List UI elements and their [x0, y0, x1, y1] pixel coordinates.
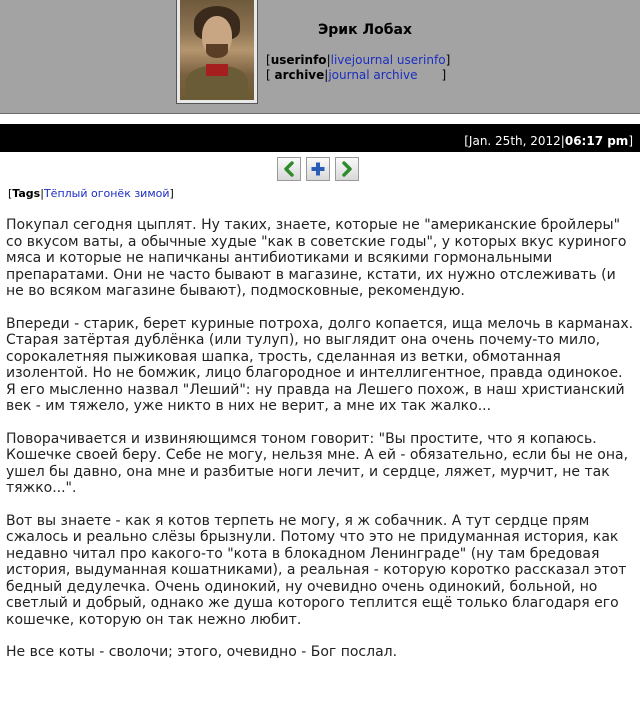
entry-date[interactable]: Jan. 25th, 2012 [468, 134, 561, 148]
entry-body [6, 217, 634, 677]
entry-paragraph: Поворачивается и извиняющимся тоном говорит: "Вы простите, что я копаюсь. Кошечке своей беру. Себе не могу, нельзя мне. А ей - обязательно, если бы не она, ушел бы давно, она мне и разбитые ноги лечит, и сердце, ляжет, мурчит, не так тяжко...". [6, 430, 629, 496]
plus-icon [310, 161, 326, 177]
archive-label[interactable]: archive [274, 68, 325, 82]
entry-paragraph: Впереди - старик, берет куриные потроха, долго копается, ища мелочь в карманах. Старая затёртая дублёнка (или тулуп), но выглядит она очень почему-то мило, сорокалетняя пыжиковая шапка, трость, сделанная из ветки, обмотанная изолентой. Но не бомжик, лицо благородное и интеллигентное, правда одинокое. Я его мысленно назвал "Леший": ну правда на Лешего похож, в наш христианский век - им тяжело, уже никто в них не верит, а мне их так жалко... [6, 315, 634, 414]
userinfo-link[interactable]: livejournal userinfo [330, 53, 446, 67]
userinfo-row: [userinfo|livejournal userinfo] [266, 53, 451, 67]
entry-paragraph: Покупал сегодня цыплят. Ну таких, знаете, которые не "американские бройлеры" со вкусом ваты, а обычные худые "как в советские годы", у которых вкус куриного мяса и которые не напичканы антибиотиками и всякими гормональными препаратами. Они не часто бывают в магазине, кстати, их нужно отслеживать (и не во всяком магазине бывают), подмосковные, рекомендую. [6, 217, 627, 299]
avatar[interactable] [180, 0, 254, 100]
avatar-frame [176, 0, 258, 104]
entry-paragraph: Вот вы знаете - как я котов терпеть не могу, я ж собачник. А тут сердце прям сжалось и реально слёзы брызнули. Потому что это не придуманная история, как недавно читал про какого-то "кота в блокадном Ленинграде" (ну там бредовая история, выдуманная кошатниками), а реальная - которую коротко рассказал этот бедный дедулечка. Очень одинокий, ну очевидно очень одинокий, больной, но светлый и добрый, однако же душа которого теплится ещё только благодаря его кошечке, которую он так нежно любит. [6, 512, 627, 628]
journal-header [0, 0, 640, 114]
username: Эрик Лобах [318, 22, 412, 38]
entry-datetime: [Jan. 25th, 2012|06:17 pm] [464, 134, 633, 148]
entry-tags: [Tags|Тёплый огонёк зимой] [8, 187, 174, 200]
chevron-left-icon [281, 161, 297, 177]
archive-row: [ archive|journal archive ] [266, 68, 447, 82]
entry-time: 06:17 pm [564, 134, 629, 148]
previous-entry-button[interactable] [277, 157, 301, 181]
archive-link[interactable]: journal archive [328, 68, 418, 82]
add-to-memories-button[interactable] [306, 157, 330, 181]
entry-date-bar [0, 130, 640, 152]
tag-link[interactable]: Тёплый огонёк зимой [43, 187, 170, 200]
userinfo-label[interactable]: userinfo [270, 53, 327, 67]
next-entry-button[interactable] [335, 157, 359, 181]
chevron-right-icon [339, 161, 355, 177]
entry-paragraph: Не все коты - сволочи; этого, очевидно - Бог послал. [6, 644, 398, 660]
profile-links [266, 53, 450, 83]
tags-label: Tags [12, 187, 41, 200]
